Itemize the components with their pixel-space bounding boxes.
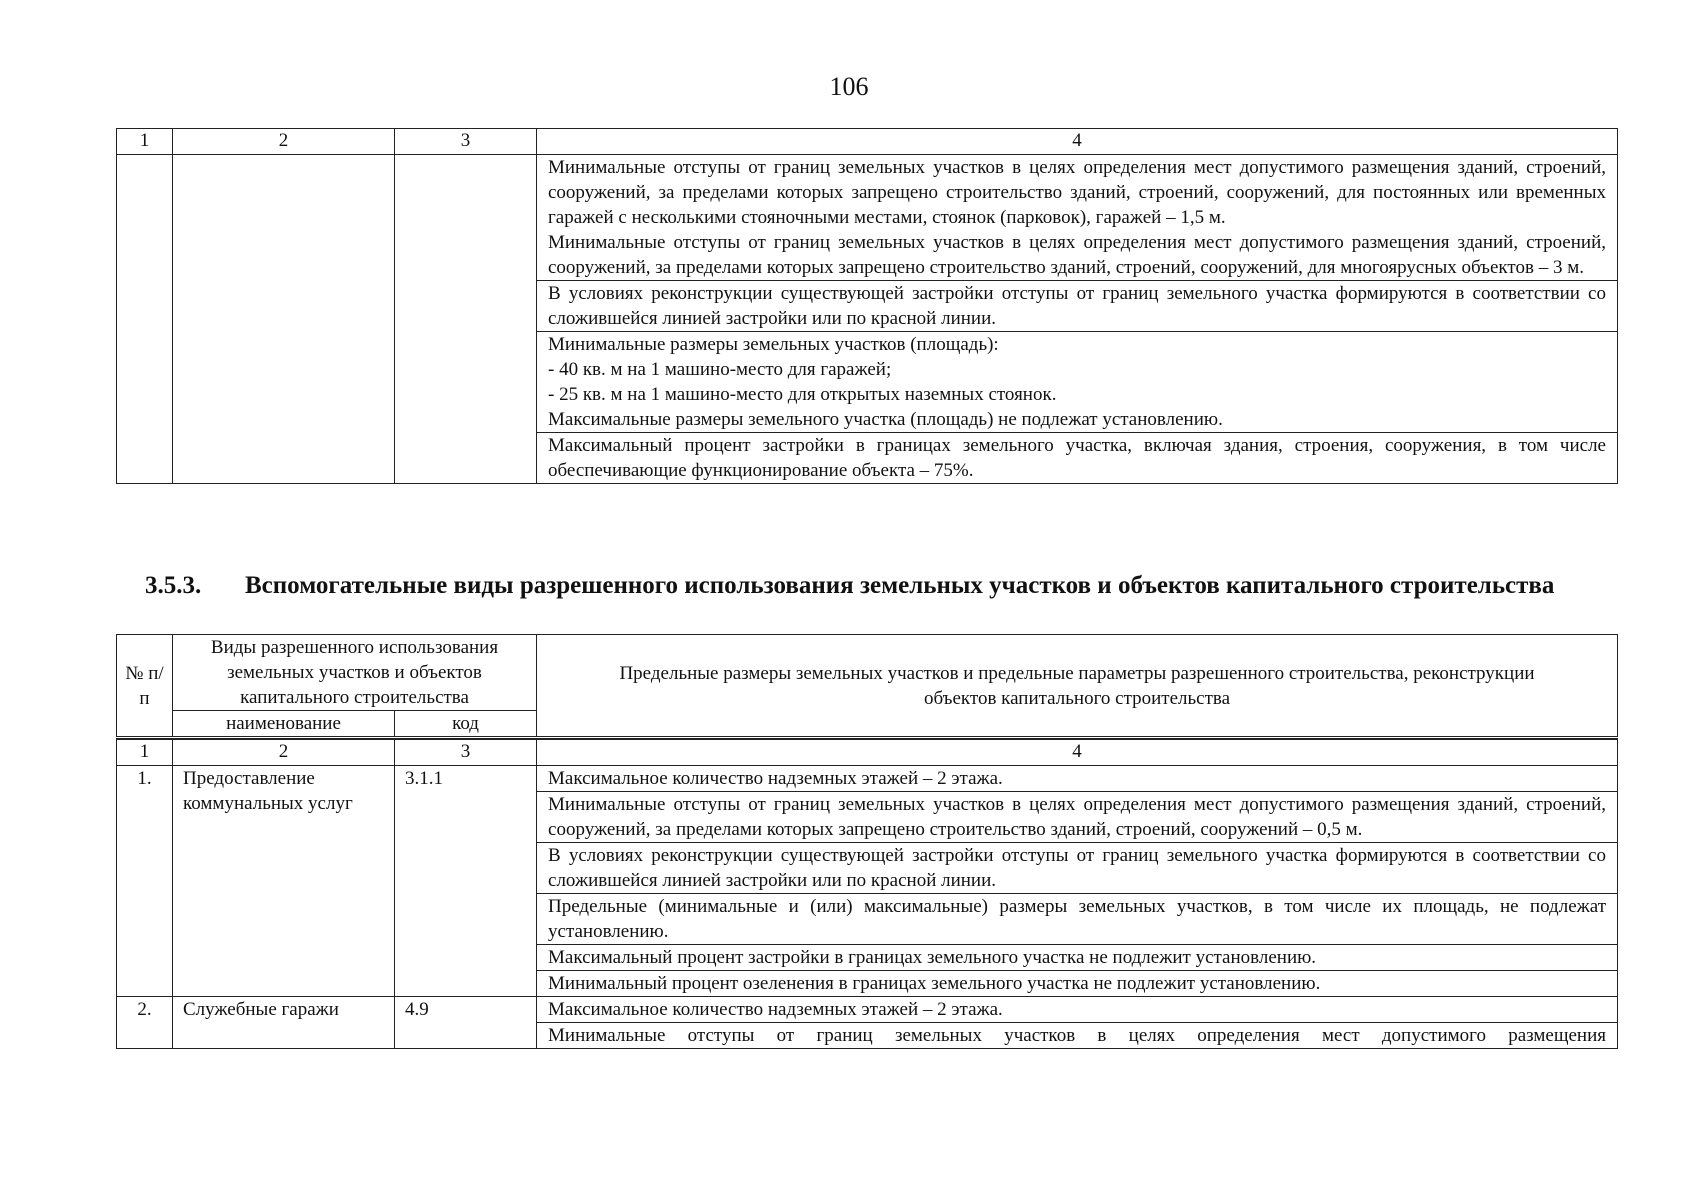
empty-cell xyxy=(117,155,173,484)
column-number: 4 xyxy=(537,129,1618,155)
params-cell: Максимальный процент застройки в границах земельного участка не подлежит установлению. xyxy=(537,945,1618,971)
column-number: 1 xyxy=(117,740,173,766)
use-code: 3.1.1 xyxy=(395,766,537,997)
params-text: В условиях реконструкции существующей застройки отступы от границ земельного участка формируются в соответствии со сложившейся линией застройки или по красной линии. xyxy=(548,283,1606,329)
params-cell: Минимальные отступы от границ земельных участков в целях определения мест допустимого размещения xyxy=(537,1023,1618,1049)
header-params: Предельные размеры земельных участков и предельные параметры разрешенного строительства, реконструкции объектов капитального строительства xyxy=(537,635,1618,738)
empty-cell xyxy=(173,155,395,484)
params-cell xyxy=(537,281,1618,332)
auxiliary-uses-table xyxy=(116,634,1618,1049)
column-number: 4 xyxy=(537,740,1618,766)
column-number-row xyxy=(117,129,1618,155)
params-text: Минимальные размеры земельных участков (площадь): xyxy=(548,334,999,355)
empty-cell xyxy=(395,155,537,484)
section-number: 3.5.3. xyxy=(145,572,202,599)
section-title: Вспомогательные виды разрешенного использования земельных участков и объектов капитального строительства xyxy=(245,572,1555,599)
column-number: 1 xyxy=(117,129,173,155)
column-number: 2 xyxy=(173,740,395,766)
row-number: 2. xyxy=(117,997,173,1049)
table-header-row xyxy=(117,635,1618,711)
params-text: - 40 кв. м на 1 машино-место для гаражей; xyxy=(548,359,892,380)
params-text: - 25 кв. м на 1 машино-место для открытых наземных стоянок. xyxy=(548,384,1057,405)
table-row xyxy=(117,997,1618,1023)
params-cell xyxy=(537,332,1618,433)
use-name: Предоставление коммунальных услуг xyxy=(173,766,395,997)
header-kinds: Виды разрешенного использования земельных участков и объектов капитального строительства xyxy=(173,635,537,711)
column-number: 3 xyxy=(395,129,537,155)
params-cell: Минимальные отступы от границ земельных участков в целях определения мест допустимого размещения зданий, строений, сооружений, за пределами которых запрещено строительство зданий, строений, сооружений – 0,5 м. xyxy=(537,792,1618,843)
table-row xyxy=(117,766,1618,792)
params-text: Максимальный процент застройки в границах земельного участка, включая здания, строения, сооружения, в том числе обеспечивающие функционирование объекта – 75%. xyxy=(548,435,1606,481)
column-number-row xyxy=(117,740,1618,766)
params-cell: Максимальное количество надземных этажей – 2 этажа. xyxy=(537,997,1618,1023)
column-number: 3 xyxy=(395,740,537,766)
section-heading xyxy=(145,570,1618,601)
column-number: 2 xyxy=(173,129,395,155)
table-row xyxy=(117,155,1618,281)
params-cell: Максимальное количество надземных этажей – 2 этажа. xyxy=(537,766,1618,792)
header-code: код xyxy=(395,711,537,738)
params-text: Минимальные отступы от границ земельных участков в целях определения мест допустимого размещения зданий, строений, сооружений, за пределами которых запрещено строительство зданий, строений, сооружений, для многоярусных объектов – 3 м. xyxy=(548,232,1606,278)
params-cell xyxy=(537,433,1618,484)
page-number: 106 xyxy=(829,72,869,101)
params-cell: В условиях реконструкции существующей застройки отступы от границ земельного участка формируются в соответствии со сложившейся линией застройки или по красной линии. xyxy=(537,843,1618,894)
header-number: № п/п xyxy=(117,635,173,738)
use-code: 4.9 xyxy=(395,997,537,1049)
params-text: Максимальные размеры земельного участка (площадь) не подлежат установлению. xyxy=(548,409,1223,430)
params-cell: Минимальный процент озеленения в границах земельного участка не подлежит установлению. xyxy=(537,971,1618,997)
params-text: Минимальные отступы от границ земельных участков в целях определения мест допустимого размещения зданий, строений, сооружений, за пределами которых запрещено строительство зданий, строений, сооружений, для постоянных или временных гаражей с несколькими стояночными местами, стоянок (парковок), гаражей – 1,5 м. xyxy=(548,157,1606,228)
header-name: наименование xyxy=(173,711,395,738)
use-name: Служебные гаражи xyxy=(173,997,395,1049)
params-cell: Предельные (минимальные и (или) максимальные) размеры земельных участков, в том числе их площадь, не подлежат установлению. xyxy=(537,894,1618,945)
row-number: 1. xyxy=(117,766,173,997)
params-cell xyxy=(537,155,1618,281)
continuation-table xyxy=(116,128,1618,484)
